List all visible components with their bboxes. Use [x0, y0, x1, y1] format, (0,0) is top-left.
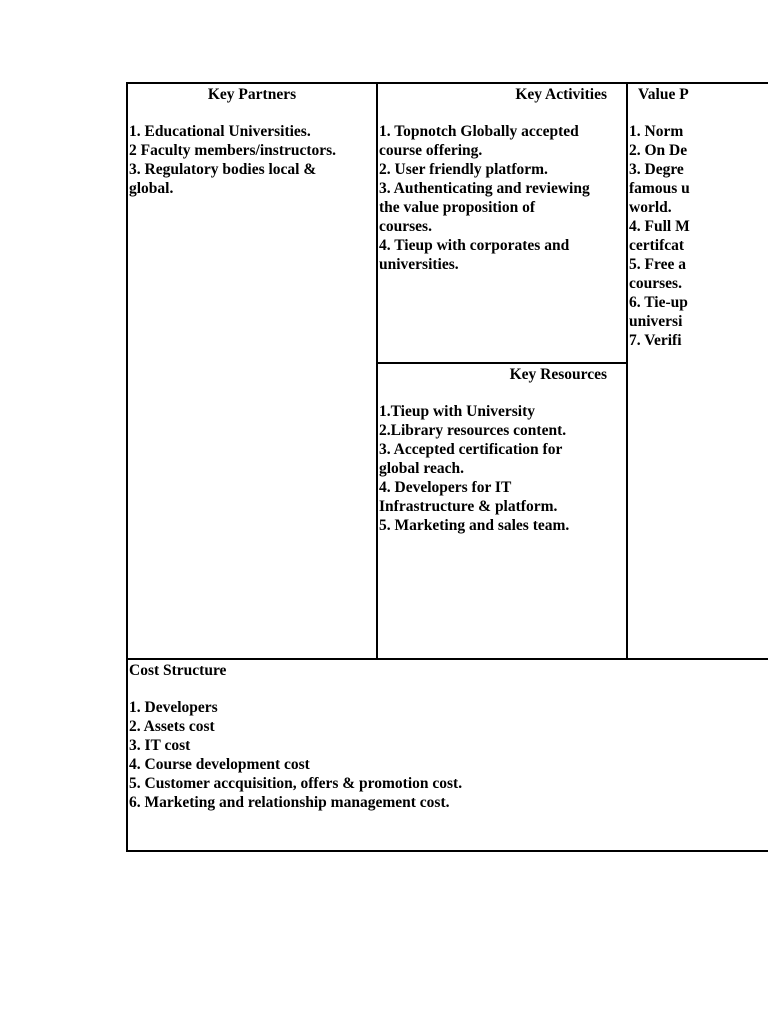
list-item: famous u	[629, 180, 690, 197]
list-item: 3. IT cost	[129, 737, 191, 754]
list-item: 1. Educational Universities.	[129, 123, 311, 140]
list-item: 3. Degre	[629, 161, 684, 178]
list-item: 2.Library resources content.	[379, 422, 567, 439]
list-item: certifcat	[629, 237, 685, 254]
list-item: global reach.	[379, 460, 464, 477]
list-item: courses.	[379, 218, 432, 235]
list-item: 6. Marketing and relationship management cost.	[129, 794, 450, 811]
list-item: courses.	[629, 275, 682, 292]
key-partners-list	[129, 122, 375, 198]
list-item: Infrastructure & platform.	[379, 498, 558, 515]
list-item: 6. Tie-up	[629, 294, 688, 311]
list-item: 3. Regulatory bodies local &	[129, 161, 317, 178]
list-item: 1. Topnotch Globally accepted	[379, 123, 579, 140]
list-item: 1. Developers	[129, 699, 218, 716]
key-resources-section	[379, 365, 625, 655]
list-item: the value proposition of	[379, 199, 536, 216]
list-item: 4. Tieup with corporates and	[379, 237, 570, 254]
list-item: 3. Accepted certification for	[379, 441, 563, 458]
list-item: 2. On De	[629, 142, 688, 159]
value-propositions-section	[629, 85, 768, 655]
list-item: universities.	[379, 256, 459, 273]
divider-partners-activities	[376, 82, 378, 660]
border-top	[126, 82, 768, 84]
list-item: global.	[129, 180, 174, 197]
key-resources-title: Key Resources	[509, 366, 607, 383]
key-partners-section	[129, 85, 375, 655]
list-item: 7. Verifi	[629, 332, 682, 349]
list-item: 2 Faculty members/instructors.	[129, 142, 337, 159]
divider-activities-value	[626, 82, 628, 660]
key-activities-section	[379, 85, 625, 360]
divider-cost-structure	[126, 658, 768, 660]
value-propositions-title: Value P	[638, 86, 689, 103]
border-left	[126, 82, 128, 852]
list-item: universi	[629, 313, 683, 330]
list-item: 2. Assets cost	[129, 718, 215, 735]
border-bottom	[126, 850, 768, 852]
cost-structure-list	[129, 698, 768, 812]
key-activities-title: Key Activities	[515, 86, 607, 103]
key-partners-title: Key Partners	[207, 86, 297, 103]
list-item: 2. User friendly platform.	[379, 161, 548, 178]
list-item: 3. Authenticating and reviewing	[379, 180, 590, 197]
list-item: 1.Tieup with University	[379, 403, 536, 420]
list-item: 4. Course development cost	[129, 756, 310, 773]
list-item: 5. Free a	[629, 256, 686, 273]
list-item: world.	[629, 199, 672, 216]
list-item: 4. Developers for IT	[379, 479, 512, 496]
value-propositions-list	[629, 122, 768, 350]
list-item: 1. Norm	[629, 123, 684, 140]
divider-activities-resources	[376, 362, 628, 364]
list-item: 5. Customer accquisition, offers & promotion cost.	[129, 775, 463, 792]
cost-structure-title: Cost Structure	[129, 662, 227, 679]
list-item: 5. Marketing and sales team.	[379, 517, 570, 534]
cost-structure-section	[129, 661, 768, 846]
list-item: 4. Full M	[629, 218, 690, 235]
list-item: course offering.	[379, 142, 483, 159]
key-activities-list	[379, 122, 625, 274]
key-resources-list	[379, 402, 625, 535]
